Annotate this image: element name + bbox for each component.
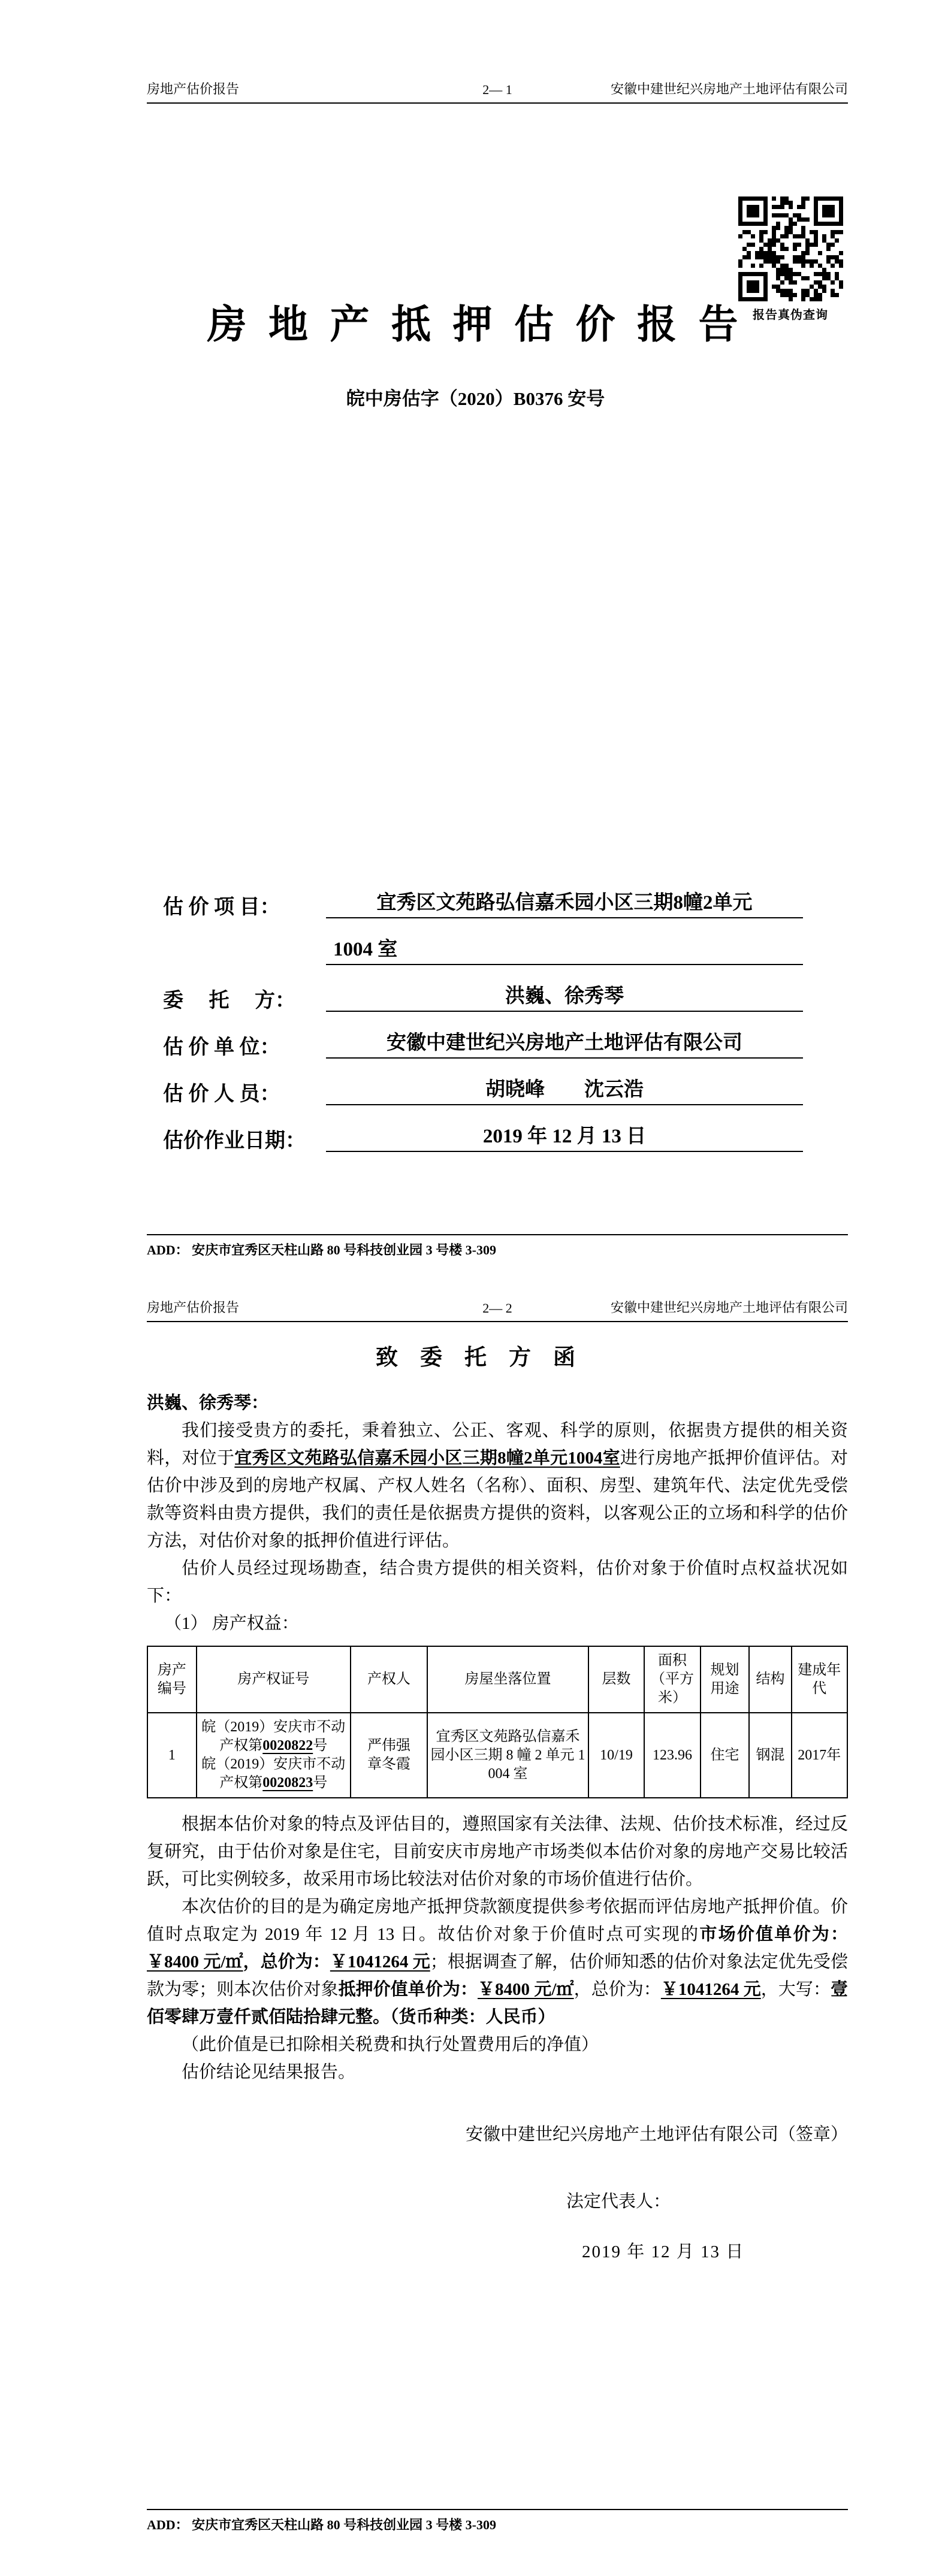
field-project <box>163 872 803 918</box>
paragraph-method: 根据本估价对象的特点及评估目的，遵照国家有关法律、法规、估价技术标准，经过反复研究，由于估价对象是住宅，目前安庆市房地产市场类似本估价对象的房地产交易比较活跃，可比实例较多，故采用市场比较法对估价对象的市场价值进行估价。 <box>147 1815 848 1889</box>
page1-footer-address: ADD： 安庆市宜秀区天柱山路 80 号科技创业园 3 号楼 3-309 <box>147 1234 848 1259</box>
qr-caption: 报告真伪查询 <box>753 309 828 322</box>
mortgage-total-price: ￥1041264 元 <box>660 1980 761 1999</box>
signature-date: 2019 年 12 月 13 日 <box>582 2242 745 2261</box>
qr-code-icon <box>738 196 843 301</box>
qr-verification-block <box>736 196 844 322</box>
cert-text: 皖（2019）安庆市不动产权第 <box>201 1756 346 1791</box>
col-header-property-no: 房产编号 <box>147 1646 197 1713</box>
col-header-floor: 层数 <box>588 1646 644 1713</box>
mortgage-unit-price-label: 抵押价值单价为： <box>338 1980 478 1999</box>
paragraph-conclusion-note: 估价结论见结果报告。 <box>182 2063 356 2082</box>
mortgage-unit-price: ￥8400 元/㎡ <box>478 1980 574 1999</box>
cell-location: 宜秀区文苑路弘信嘉禾园小区三期 8 幢 2 单元 1004 室 <box>427 1713 588 1798</box>
cell-cert-no <box>197 1713 351 1798</box>
page2-footer-address: ADD： 安庆市宜秀区天柱山路 80 号科技创业园 3 号楼 3-309 <box>147 2509 848 2533</box>
field-project-line2 <box>163 918 803 965</box>
col-header-structure: 结构 <box>749 1646 791 1713</box>
cert-1 <box>200 1718 348 1755</box>
col-header-cert-no: 房产权证号 <box>197 1646 351 1713</box>
field-date-label: 估价作业日期： <box>163 1129 306 1152</box>
col-header-location: 房屋坐落位置 <box>427 1646 588 1713</box>
market-unit-price: ￥8400 元/㎡ <box>147 1952 243 1972</box>
market-total-price: ￥1041264 元 <box>330 1952 430 1972</box>
paragraph-text: ，总价为： <box>573 1980 661 1999</box>
owner-name: 严伟强 <box>367 1738 410 1753</box>
col-header-owner: 产权人 <box>351 1646 427 1713</box>
cover-fields <box>163 872 803 1152</box>
field-date <box>163 1105 803 1152</box>
field-project-label: 估 价 项 目： <box>163 896 280 918</box>
field-agency-label: 估 价 单 位： <box>163 1036 280 1059</box>
signature-legal-representative: 法定代表人： <box>566 2192 671 2211</box>
property-rights-table <box>147 1646 848 1798</box>
cert-text: 皖（2019）安庆市不动产权第 <box>201 1719 346 1753</box>
cert-2 <box>200 1755 348 1792</box>
paragraph-net-value-note: （此价值是已扣除相关税费和执行处置费用后的净值） <box>182 2035 599 2054</box>
paragraph-intro <box>147 1417 848 1555</box>
document-number: 皖中房估字（2020）B0376 安号 <box>346 388 605 410</box>
cell-structure: 钢混 <box>749 1713 791 1798</box>
col-header-area: 面积（平方米） <box>644 1646 700 1713</box>
cell-floor: 10/19 <box>588 1713 644 1798</box>
paragraph-text: ，总价为： <box>243 1952 330 1972</box>
page1-running-header <box>147 79 848 104</box>
page-2 <box>0 1288 951 2266</box>
running-header-company: 安徽中建世纪兴房地产土地评估有限公司 <box>610 1300 848 1315</box>
cert-text: 号 <box>313 1738 328 1753</box>
letter-body <box>147 1389 848 2266</box>
report-title: 房 地 产 抵 押 估 价 报 告 <box>207 303 744 347</box>
table-header-row <box>147 1646 847 1713</box>
paragraph-text: 进行房地产抵押价值评估。对估价中涉及到的房地产权属、产权人姓名（名称）、面积、房型、建筑年代、法定优先受偿款等资料由贵方提供，我们的责任是依据贵方提供的资料，以客观公正的立场和科学的估价方法，对估价对象的抵押价值进行评估。 <box>147 1449 848 1550</box>
running-header-title: 房地产估价报告 <box>147 81 240 96</box>
col-header-use: 规划用途 <box>701 1646 750 1713</box>
running-header-page-number: 2— 2 <box>482 1301 512 1316</box>
field-client-value: 洪巍、徐秀琴 <box>326 985 803 1012</box>
paragraph-survey: 估价人员经过现场勘查，结合贵方提供的相关资料，估价对象于价值时点权益状况如下： <box>147 1559 848 1606</box>
running-header-company: 安徽中建世纪兴房地产土地评估有限公司 <box>610 81 848 96</box>
cert-number: 0020823 <box>262 1775 313 1791</box>
field-appraisers <box>163 1059 803 1105</box>
field-date-value: 2019 年 12 月 13 日 <box>326 1126 803 1152</box>
field-client-label: 委 托 方： <box>163 989 295 1012</box>
amount-in-words: 壹佰零肆万壹仟贰佰陆拾肆元整。 <box>147 1980 848 2027</box>
field-appraisers-value: 胡晓峰 沈云浩 <box>326 1079 803 1105</box>
paragraph-text: ，大写： <box>760 1980 831 1999</box>
cert-number: 0020822 <box>262 1738 313 1753</box>
paragraph-rights-label: （1） 房产权益： <box>164 1614 299 1633</box>
subject-property-text: 宜秀区文苑路弘信嘉禾园小区三期8幢2单元1004室 <box>234 1449 620 1468</box>
page2-running-header <box>147 1298 848 1322</box>
field-appraisers-label: 估 价 人 员： <box>163 1083 280 1105</box>
table-row <box>147 1713 847 1798</box>
cell-property-no: 1 <box>147 1713 197 1798</box>
market-unit-price-label: 市场价值单价为： <box>699 1925 848 1944</box>
col-header-year: 建成年代 <box>792 1646 848 1713</box>
cell-owner <box>351 1713 427 1798</box>
field-agency <box>163 1012 803 1059</box>
cell-use: 住宅 <box>701 1713 750 1798</box>
currency-note: （货币种类：人民币） <box>390 2007 555 2027</box>
owner-name: 章冬霞 <box>367 1756 410 1772</box>
field-agency-value: 安徽中建世纪兴房地产土地评估有限公司 <box>326 1032 803 1059</box>
cell-area: 123.96 <box>644 1713 700 1798</box>
paragraph-text: ；根据调查了解，估价师知悉的估价对象法定优先受偿款为零；则本次估价对象 <box>147 1952 848 1999</box>
letter-title: 致 委 托 方 函 <box>376 1346 575 1370</box>
cell-year: 2017年 <box>792 1713 848 1798</box>
paragraph-text: 本次估价的目的是为确定房地产抵押贷款额度提供参考依据而评估房地产抵押价值。价值时点取定为 2019 年 12 月 13 日。故估价对象于价值时点可实现的 <box>147 1897 848 1944</box>
signature-company: 安徽中建世纪兴房地产土地评估有限公司（签章） <box>465 2125 848 2144</box>
paragraph-valuation <box>147 1893 848 2031</box>
running-header-title: 房地产估价报告 <box>147 1300 240 1315</box>
salutation: 洪巍、徐秀琴： <box>147 1393 269 1413</box>
field-client <box>163 965 803 1012</box>
cert-text: 号 <box>313 1775 328 1791</box>
field-project-value2: 1004 室 <box>326 939 803 965</box>
field-project-value: 宜秀区文苑路弘信嘉禾园小区三期8幢2单元 <box>326 892 803 918</box>
paragraph-text: 我们接受贵方的委托，秉着独立、公正、客观、科学的原则，依据贵方提供的相关资料，对位于 <box>147 1421 848 1468</box>
running-header-page-number: 2— 1 <box>482 82 512 97</box>
